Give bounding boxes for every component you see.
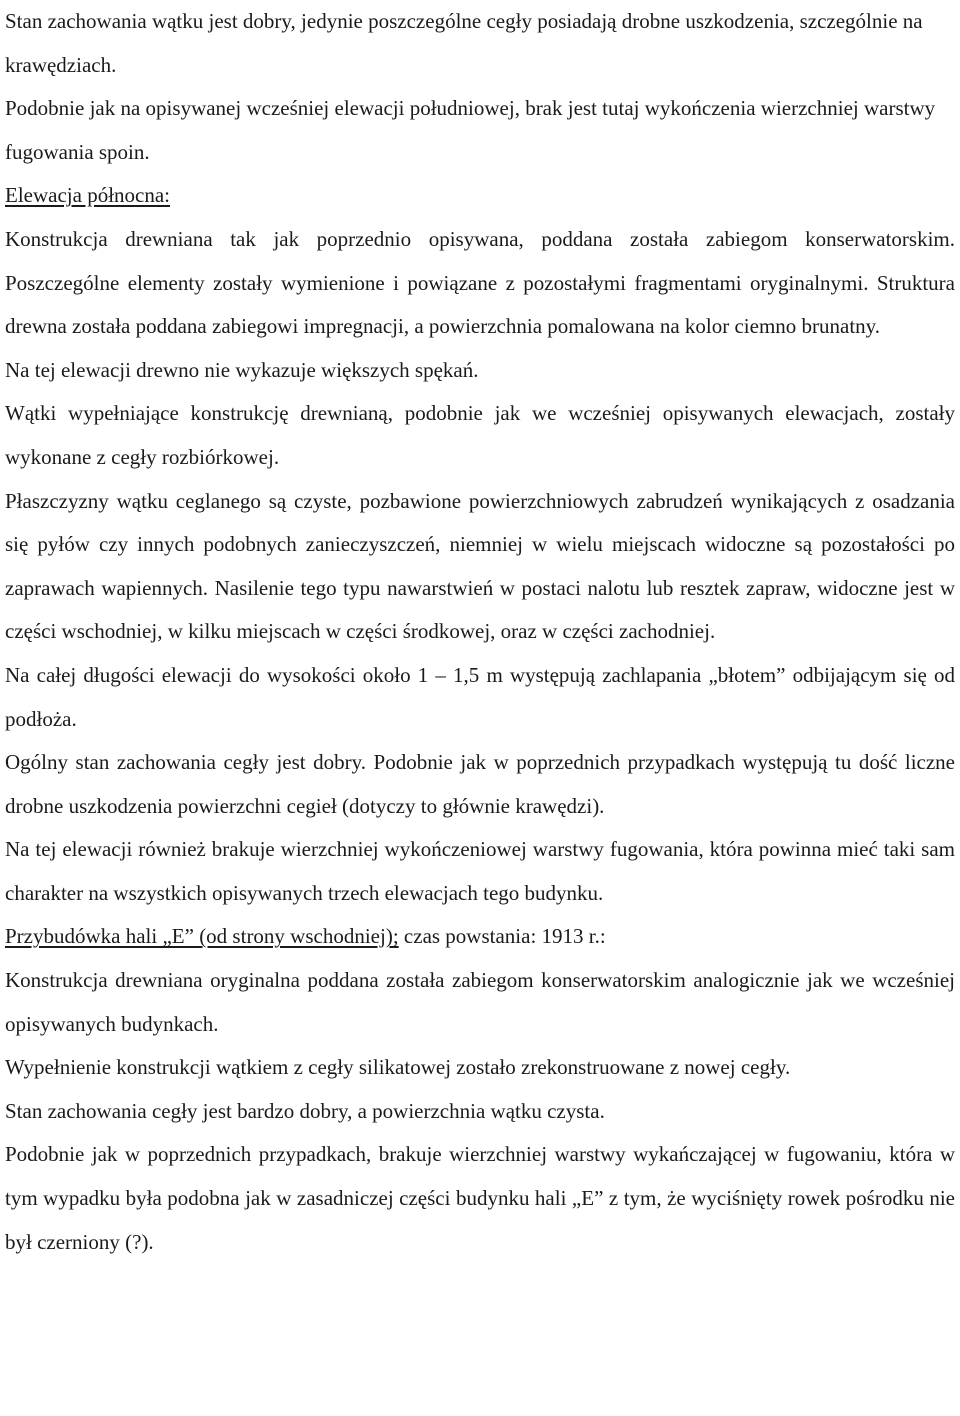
paragraph-south-elevation-note: Podobnie jak na opisywanej wcześniej elewacji południowej, brak jest tutaj wykończenia wierzchniej warstwy fugowania spoin.: [5, 96, 936, 164]
document-page: [5, 0, 955, 1264]
paragraph-annex-joints: Podobnie jak w poprzednich przypadkach, brakuje wierzchniej warstwy wykańczającej w fugowaniu, która w tym wypadku była podobna jak w zasadniczej części budynku hali „E” z tym, że wyciśnięty rowek pośrodku nie był czerniony (?).: [5, 1142, 955, 1254]
paragraph-brick-surfaces: Płaszczyzny wątku ceglanego są czyste, pozbawione powierzchniowych zabrudzeń wynikających z osadzania się pyłów czy innych podobnych zanieczyszczeń, niemniej w wielu miejscach widoczne są pozostałości po zaprawach wapiennych. Nasilenie tego typu nawarstwień w postaci nalotu lub resztek zapraw, widoczne jest w części wschodniej, w kilku miejscach w części środkowej, oraz w części zachodniej.: [5, 488, 955, 644]
paragraph-infill-bricks: Wątki wypełniające konstrukcję drewnianą, podobnie jak we wcześniej opisywanych elewacjach, zostały wykonane z cegły rozbiórkowej.: [5, 401, 955, 469]
heading-north-elevation: Elewacja północna:: [5, 183, 171, 208]
heading-hall-e-annex-date: czas powstania: 1913 r.:: [398, 924, 606, 949]
paragraph-annex-condition: Stan zachowania cegły jest bardzo dobry, a powierzchnia wątku czysta.: [5, 1098, 605, 1123]
paragraph-wood-cracks: Na tej elewacji drewno nie wykazuje większych spękań.: [5, 357, 479, 382]
heading-hall-e-annex-underlined: Przybudówka hali „E” (od strony wschodniej);: [5, 924, 399, 949]
paragraph-wooden-construction: Konstrukcja drewniana tak jak poprzednio opisywana, poddana została zabiegom konserwatorskim. Poszczególne elementy zostały wymienione i powiązane z pozostałymi fragmentami oryginalnymi. Struktura drewna została poddana zabiegowi impregnacji, a powierzchnia pomalowana na kolor ciemno brunatny.: [5, 226, 955, 339]
paragraph-missing-joint-finish: Na tej elewacji również brakuje wierzchniej wykończeniowej warstwy fugowania, która powinna mieć taki sam charakter na wszystkich opisywanych trzech elewacjach tego budynku.: [5, 837, 955, 905]
paragraph-annex-construction: Konstrukcja drewniana oryginalna poddana została zabiegom konserwatorskim analogicznie jak we wcześniej opisywanych budynkach.: [5, 968, 955, 1036]
paragraph-mud-splashes: Na całej długości elewacji do wysokości około 1 – 1,5 m występują zachlapania „błotem” odbijającym się od podłoża.: [5, 662, 955, 731]
paragraph-silicate-brick: Wypełnienie konstrukcji wątkiem z cegły silikatowej zostało zrekonstruowane z nowej cegły.: [5, 1055, 791, 1080]
paragraph-brick-condition: Stan zachowania wątku jest dobry, jedynie poszczególne cegły posiadają drobne uszkodzenia, szczególnie na krawędziach.: [5, 9, 923, 77]
heading-hall-e-annex: [5, 915, 955, 959]
paragraph-general-condition: Ogólny stan zachowania cegły jest dobry. Podobnie jak w poprzednich przypadkach występują tu dość liczne drobne uszkodzenia powierzchni cegieł (dotyczy to głównie krawędzi).: [5, 750, 955, 818]
